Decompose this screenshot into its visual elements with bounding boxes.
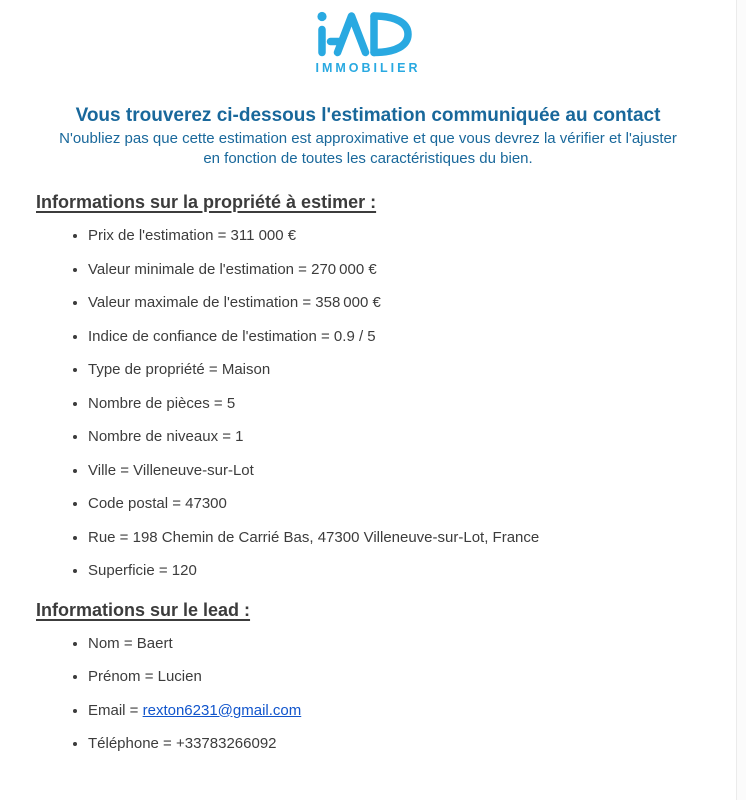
list-item-levels-count: • Nombre de niveaux = 1 [88, 428, 736, 446]
lead-section-heading: Informations sur le lead : [36, 599, 251, 620]
list-item-confidence-index: • Indice de confiance de l'estimation = 0.9 / 5 [88, 328, 736, 346]
lead-info-list [0, 635, 736, 753]
list-item-postal-code: • Code postal = 47300 [88, 495, 736, 513]
list-item-estimation-max: • Valeur maximale de l'estimation = 358 000 € [88, 294, 736, 312]
property-info-list [0, 227, 736, 580]
list-item-surface: • Superficie = 120 [88, 562, 736, 580]
brand-logo-subtext: IMMOBILIER [315, 61, 421, 75]
page-title: Vous trouverez ci-dessous l'estimation communiquée au contact [75, 105, 661, 126]
intro-subtitle-line2: en fonction de toutes les caractéristiques du bien. [203, 149, 533, 167]
intro-subtitle-line1: N'oubliez pas que cette estimation est approximative et que vous devrez la vérifier et l'ajuster [59, 130, 677, 147]
email-label: Email = [88, 701, 143, 719]
list-item-lead-email [88, 702, 736, 720]
intro-subtitle [0, 129, 736, 168]
iad-logo-icon [316, 10, 420, 57]
list-item-city: • Ville = Villeneuve-sur-Lot [88, 462, 736, 480]
email-link[interactable]: rexton6231@gmail.com [142, 701, 302, 719]
list-item-estimation-price: • Prix de l'estimation = 311 000 € [88, 227, 736, 245]
brand-logo [0, 10, 736, 76]
list-item-lead-phone: • Téléphone = +33783266092 [88, 735, 736, 753]
list-item-estimation-min: • Valeur minimale de l'estimation = 270 000 € [88, 261, 736, 279]
list-item-lead-lastname: • Nom = Baert [88, 635, 736, 653]
list-item-property-type: • Type de propriété = Maison [88, 361, 736, 379]
property-section-heading: Informations sur la propriété à estimer : [36, 192, 377, 212]
list-item-rooms-count: • Nombre de pièces = 5 [88, 395, 736, 413]
list-item-lead-firstname: • Prénom = Lucien [88, 668, 736, 686]
list-item-street: • Rue = 198 Chemin de Carrié Bas, 47300 Villeneuve-sur-Lot, France [88, 529, 736, 547]
